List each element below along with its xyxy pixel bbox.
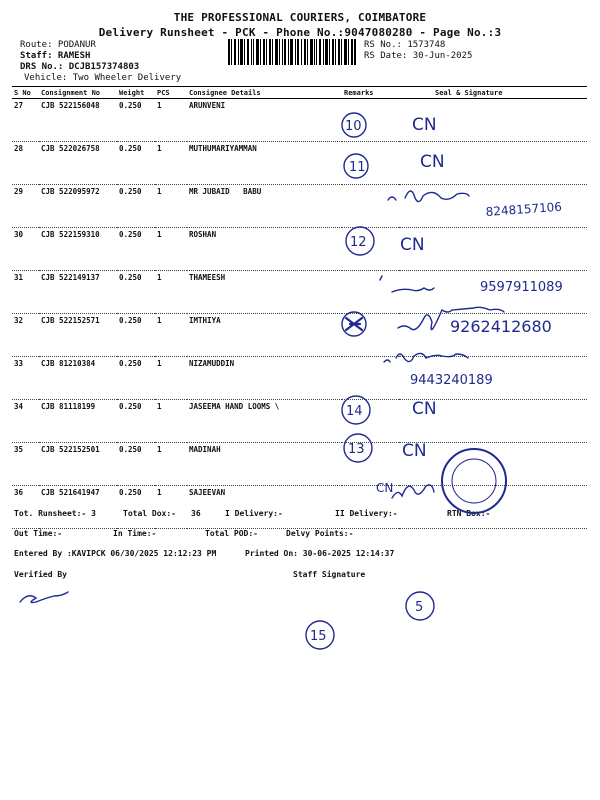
col-header-weight: Weight	[117, 87, 155, 99]
cell-pcs: 1	[155, 142, 187, 185]
cell-signature	[399, 228, 587, 271]
col-header-pcs: PCS	[155, 87, 187, 99]
rs-date: RS Date: 30-Jun-2025	[364, 51, 473, 61]
vehicle-label: Vehicle: Two Wheeler Delivery	[24, 73, 182, 83]
staff-signature-label: Staff Signature	[293, 570, 366, 579]
total-pod-label: Total POD:-	[205, 529, 258, 538]
total-dox-count: 36	[191, 509, 201, 518]
cn-mark: CN	[412, 115, 437, 135]
cell-weight: 0.250	[117, 486, 155, 529]
col-header-sno: S No	[12, 87, 39, 99]
circled-number-text: 13	[348, 442, 365, 457]
cell-pcs: 1	[155, 486, 187, 529]
cell-signature	[399, 443, 587, 486]
cell-remarks	[342, 142, 399, 185]
cell-weight: 0.250	[117, 142, 155, 185]
cell-weight: 0.250	[117, 400, 155, 443]
cell-consignment: CJB 81210384	[39, 357, 117, 400]
rs-number: RS No.: 1573748	[364, 40, 446, 50]
cn-mark: CN	[412, 399, 437, 419]
cell-pcs: 1	[155, 228, 187, 271]
cell-consignee: THAMEESH	[187, 271, 342, 314]
cell-pcs: 1	[155, 443, 187, 486]
col-header-signature: Seal & Signature	[399, 87, 587, 99]
cell-sno: 30	[12, 228, 39, 271]
verified-by-label: Verified By	[14, 570, 67, 579]
phone-number: 9443240189	[410, 373, 493, 388]
table-row	[12, 185, 587, 228]
table-row	[12, 142, 587, 185]
cell-weight: 0.250	[117, 443, 155, 486]
cell-pcs: 1	[155, 185, 187, 228]
cell-consignee: MR JUBAID BABU	[187, 185, 342, 228]
verified-signature	[20, 592, 68, 603]
circled-number-text: 14	[346, 404, 363, 419]
col-header-consignment: Consignment No	[39, 87, 117, 99]
cell-consignment: CJB 521641947	[39, 486, 117, 529]
cell-signature	[399, 142, 587, 185]
cell-pcs: 1	[155, 400, 187, 443]
cell-consignee: ROSHAN	[187, 228, 342, 271]
cell-signature	[399, 271, 587, 314]
route-label: Route: PODANUR	[20, 40, 96, 50]
cell-consignee: MUTHUMARIYAMMAN	[187, 142, 342, 185]
col-header-consignee: Consignee Details	[187, 87, 342, 99]
cell-signature	[399, 185, 587, 228]
table-row	[12, 486, 587, 529]
circled-number-text: 12	[350, 235, 367, 250]
rtn-box-label: RTN Box:-	[447, 509, 491, 518]
table-row	[12, 314, 587, 357]
circled-number-text: 11	[349, 160, 366, 175]
cell-remarks	[342, 486, 399, 529]
cell-signature	[399, 357, 587, 400]
table-header-row	[12, 87, 587, 99]
i-delivery-label: I Delivery:-	[225, 509, 283, 518]
ii-delivery-label: II Delivery:-	[335, 509, 398, 518]
cell-weight: 0.250	[117, 357, 155, 400]
cell-weight: 0.250	[117, 271, 155, 314]
cn-mark: CN	[402, 441, 427, 461]
cell-sno: 28	[12, 142, 39, 185]
circled-number-mark	[306, 621, 334, 649]
circled-number-text: 10	[345, 119, 362, 134]
barcode	[228, 39, 356, 65]
company-name: THE PROFESSIONAL COURIERS, COIMBATORE	[173, 11, 427, 24]
cell-remarks	[342, 185, 399, 228]
entered-by: Entered By :KAVIPCK 06/30/2025 12:12:23 PM	[14, 549, 217, 558]
cell-signature	[399, 99, 587, 142]
cell-weight: 0.250	[117, 99, 155, 142]
cell-consignment: CJB 81118199	[39, 400, 117, 443]
cell-consignment: CJB 522156048	[39, 99, 117, 142]
cell-weight: 0.250	[117, 228, 155, 271]
runsheet-title: Delivery Runsheet - PCK - Phone No.:9047080280 - Page No.:3	[98, 26, 502, 39]
cell-consignee: JASEEMA HAND LOOMS \	[187, 400, 342, 443]
table-row	[12, 99, 587, 142]
cell-remarks	[342, 443, 399, 486]
cell-consignment: CJB 522095972	[39, 185, 117, 228]
table-row	[12, 443, 587, 486]
out-time-label: Out Time:-	[14, 529, 63, 538]
cell-sno: 34	[12, 400, 39, 443]
runsheet-table	[12, 86, 587, 529]
circled-number-mark	[406, 592, 434, 620]
cell-consignee: NIZAMUDDIN	[187, 357, 342, 400]
cell-consignee: ARUNVENI	[187, 99, 342, 142]
cell-consignment: CJB 522152501	[39, 443, 117, 486]
cell-consignment: CJB 522159310	[39, 228, 117, 271]
delvy-points-label: Delvy Points:-	[286, 529, 354, 538]
cell-consignment: CJB 522149137	[39, 271, 117, 314]
total-dox-label: Total Dox:-	[123, 509, 176, 518]
cell-pcs: 1	[155, 357, 187, 400]
cell-signature	[399, 486, 587, 529]
cell-remarks	[342, 99, 399, 142]
cell-sno: 33	[12, 357, 39, 400]
drs-number: DRS No.: DCJB157374803	[20, 62, 140, 72]
cell-signature	[399, 314, 587, 357]
cell-signature	[399, 400, 587, 443]
cell-sno: 27	[12, 99, 39, 142]
table-row	[12, 400, 587, 443]
staff-label: Staff: RAMESH	[20, 51, 91, 61]
cell-consignee: SAJEEVAN	[187, 486, 342, 529]
cell-pcs: 1	[155, 99, 187, 142]
col-header-remarks: Remarks	[342, 87, 399, 99]
cell-pcs: 1	[155, 314, 187, 357]
cell-weight: 0.250	[117, 185, 155, 228]
circled-number-text: 5	[415, 600, 424, 615]
cn-mark: CN	[400, 235, 425, 255]
cell-consignment: CJB 522152571	[39, 314, 117, 357]
cell-consignee: MADINAH	[187, 443, 342, 486]
table-row	[12, 357, 587, 400]
cell-remarks	[342, 271, 399, 314]
phone-number: 9262412680	[450, 317, 552, 336]
cell-remarks	[342, 314, 399, 357]
cn-mark: CN	[376, 481, 394, 495]
table-row	[12, 271, 587, 314]
cn-mark: CN	[420, 152, 445, 172]
cell-remarks	[342, 400, 399, 443]
cell-weight: 0.250	[117, 314, 155, 357]
printed-on: Printed On: 30-06-2025 12:14:37	[245, 549, 395, 558]
cell-remarks	[342, 228, 399, 271]
cell-sno: 29	[12, 185, 39, 228]
phone-number: 9597911089	[480, 280, 563, 295]
cell-sno: 31	[12, 271, 39, 314]
cell-pcs: 1	[155, 271, 187, 314]
cell-sno: 35	[12, 443, 39, 486]
circled-number-text: 15	[310, 629, 327, 644]
cell-consignment: CJB 522026758	[39, 142, 117, 185]
phone-number: 8248157106	[485, 199, 563, 219]
cell-remarks	[342, 357, 399, 400]
total-runsheet: Tot. Runsheet:- 3	[14, 509, 96, 518]
in-time-label: In Time:-	[113, 529, 157, 538]
cell-consignee: IMTHIYA	[187, 314, 342, 357]
cell-sno: 32	[12, 314, 39, 357]
table-row	[12, 228, 587, 271]
cell-sno: 36	[12, 486, 39, 529]
